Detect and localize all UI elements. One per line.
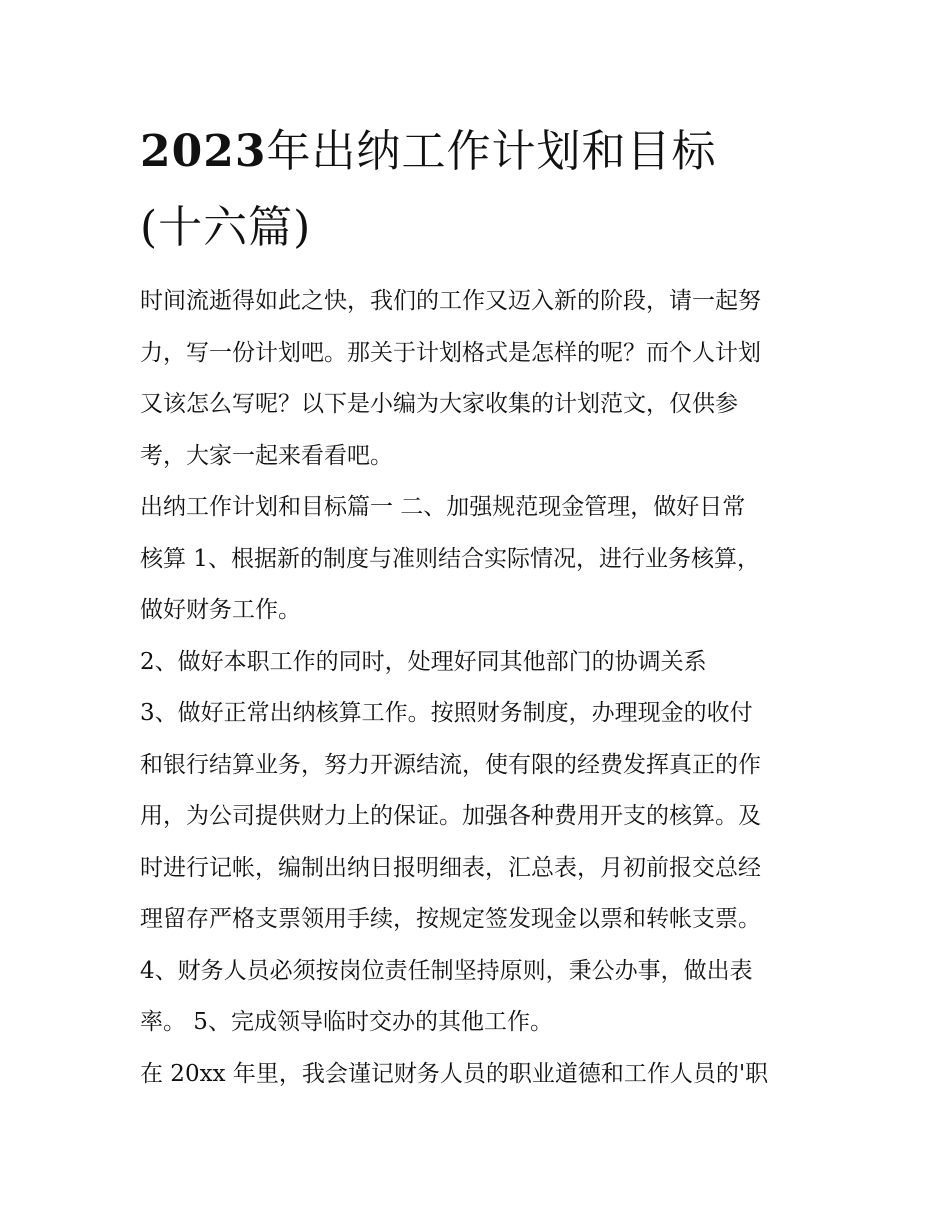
document-title (140, 114, 812, 266)
text-line: 又该怎么写呢？以下是小编为大家收集的计划范文，仅供参 (140, 391, 738, 417)
intro-paragraph (140, 276, 812, 482)
text-line: 2、做好本职工作的同时，处理好同其他部门的协调关系 (140, 648, 707, 675)
text-line: 出纳工作计划和目标篇一 二、加强规范现金管理，做好日常 (140, 494, 746, 520)
title-line-2: (十六篇) (140, 202, 312, 253)
text-line: 理留存严格支票领用手续，按规定签发现金以票和转帐支票。 (140, 906, 761, 932)
item-paragraph (140, 637, 812, 689)
text-line: 3、做好正常出纳核算工作。按照财务制度，办理现金的收付 (140, 700, 753, 726)
text-line: 时进行记帐，编制出纳日报明细表，汇总表，月初前报交总经 (140, 854, 761, 881)
closing-paragraph (140, 1049, 812, 1101)
text-line: 用，为公司提供财力上的保证。加强各种费用开支的核算。及 (140, 803, 761, 829)
text-line: 做好财务工作。 (140, 597, 301, 623)
section-paragraph (140, 482, 812, 637)
text-line: 率。 5、完成领导临时交办的其他工作。 (140, 1009, 553, 1035)
title-text: 年出纳工作计划和目标 (266, 126, 717, 177)
text-line: 核算 1、根据新的制度与准则结合实际情况，进行业务核算， (140, 545, 760, 572)
document-page (140, 114, 812, 1100)
text-line: 在 20xx 年里，我会谨记财务人员的职业道德和工作人员的'职 (140, 1060, 769, 1087)
text-line: 和银行结算业务，努力开源结流，使有限的经费发挥真正的作 (140, 751, 761, 778)
title-year: 2023 (140, 126, 267, 177)
text-line: 力，写一份计划吧。那关于计划格式是怎样的呢？而个人计划 (140, 339, 761, 366)
title-line-1 (140, 114, 812, 190)
text-line: 4、财务人员必须按岗位责任制坚持原则，秉公办事，做出表 (140, 957, 753, 984)
text-line: 考，大家一起来看看吧。 (140, 442, 393, 469)
text-line: 时间流逝得如此之快，我们的工作又迈入新的阶段，请一起努 (140, 288, 761, 314)
item-paragraph (140, 688, 812, 1049)
